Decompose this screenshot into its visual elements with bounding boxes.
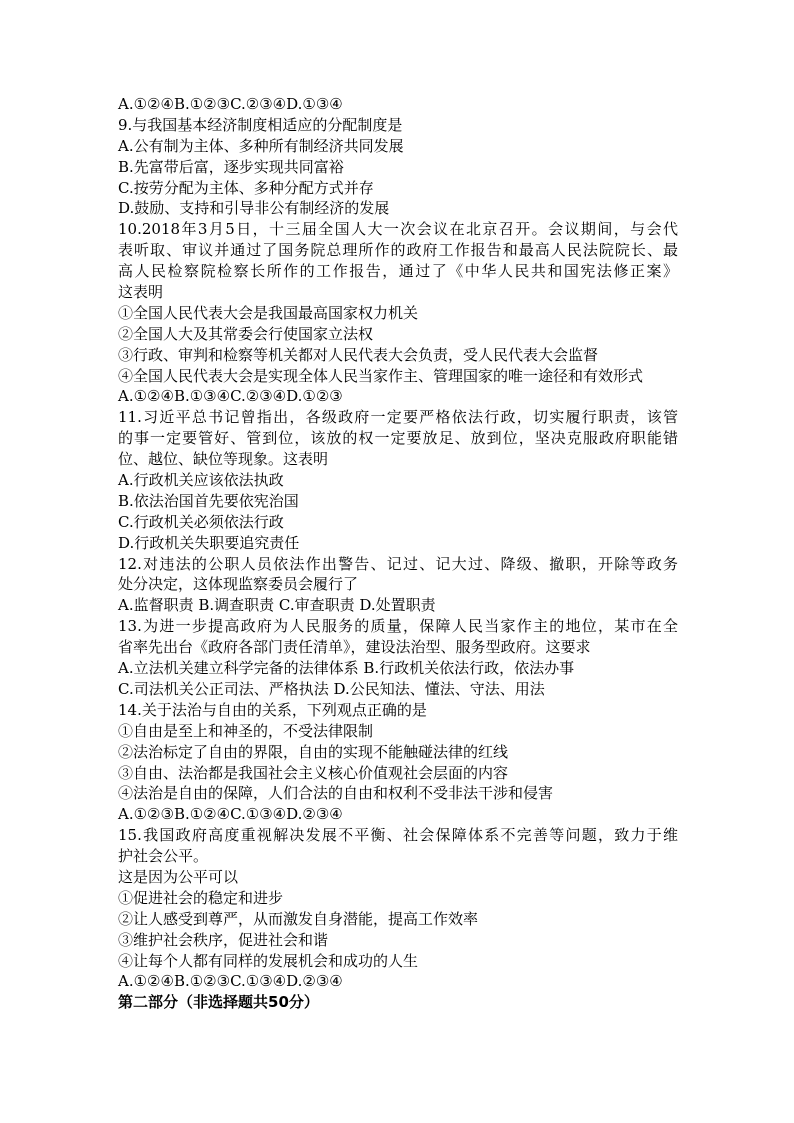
q13-stem-line-1: 13.为进一步提高政府为人民服务的质量，保障人民当家作主的地位，某市在全 <box>118 617 678 636</box>
q13-stem-line-2: 省率先出台《政府各部门责任清单》，建设法治型、服务型政府。这要求 <box>118 638 591 657</box>
q11-stem-line-3: 位、越位、缺位等现象。这表明 <box>118 450 329 469</box>
q13-options-cd: C.司法机关公正司法、严格执法 D.公民知法、懂法、守法、用法 <box>118 679 545 698</box>
q15-statement-4: ④让每个人都有同样的发展机会和成功的人生 <box>118 951 419 970</box>
q13-options-ab: A.立法机关建立科学完备的法律体系 B.行政机关依法行政，依法办事 <box>118 659 575 678</box>
q9-option-c: C.按劳分配为主体、多种分配方式并存 <box>118 178 374 197</box>
q11-stem-line-2: 的事一定要管好、管到位，该放的权一定要放足、放到位，坚决克服政府职能错 <box>118 429 678 448</box>
q9-option-a: A.公有制为主体、多种所有制经济共同发展 <box>118 136 404 155</box>
q10-statement-2: ②全国人大及其常委会行使国家立法权 <box>118 324 374 343</box>
q9-option-d: D.鼓励、支持和引导非公有制经济的发展 <box>118 199 390 218</box>
q9-stem: 9.与我国基本经济制度相适应的分配制度是 <box>118 115 403 134</box>
q14-statement-4: ④法治是自由的保障，人们合法的自由和权利不受非法干涉和侵害 <box>118 784 554 803</box>
q11-option-c: C.行政机关必须依法行政 <box>118 512 284 531</box>
q11-option-d: D.行政机关失职要追究责任 <box>118 533 300 552</box>
q10-stem-line-3: 高人民检察院检察长所作的工作报告，通过了《中华人民共和国宪法修正案》 <box>118 262 678 281</box>
q15-options: A.①②④B.①②③C.①③④D.②③④ <box>118 972 343 991</box>
q9-option-b: B.先富带后富，逐步实现共同富裕 <box>118 157 344 176</box>
q10-statement-3: ③行政、审判和检察等机关都对人民代表大会负责，受人民代表大会监督 <box>118 345 599 364</box>
q11-option-b: B.依法治国首先要依宪治国 <box>118 491 299 510</box>
q10-statement-4: ④全国人民代表大会是实现全体人民当家作主、管理国家的唯一途径和有效形式 <box>118 366 644 385</box>
q12-stem-line-2: 处分决定，这体现监察委员会履行了 <box>118 575 359 594</box>
q15-stem-line-3: 这是因为公平可以 <box>118 867 239 886</box>
q15-stem-line-1: 15.我国政府高度重视解决发展不平衡、社会保障体系不完善等问题，致力于维 <box>118 826 678 845</box>
q11-stem-line-1: 11.习近平总书记曾指出，各级政府一定要严格依法行政，切实履行职责，该管 <box>118 408 678 427</box>
q11-option-a: A.行政机关应该依法执政 <box>118 471 284 490</box>
q14-statement-2: ②法治标定了自由的界限，自由的实现不能触碰法律的红线 <box>118 742 509 761</box>
q14-options: A.①②③B.①②④C.①③④D.②③④ <box>118 805 343 824</box>
q15-statement-3: ③维护社会秩序，促进社会和谐 <box>118 930 329 949</box>
q8-options: A.①②④B.①②③C.②③④D.①③④ <box>118 95 343 113</box>
exam-page <box>118 94 678 1013</box>
q14-statement-3: ③自由、法治都是我国社会主义核心价值观社会层面的内容 <box>118 763 509 782</box>
q15-statement-2: ②让人感受到尊严，从而激发自身潜能，提高工作效率 <box>118 909 479 928</box>
q10-options: A.①②④B.①③④C.②③④D.①②③ <box>118 387 343 406</box>
q12-stem-line-1: 12.对违法的公职人员依法作出警告、记过、记大过、降级、撤职，开除等政务 <box>118 554 678 573</box>
q12-options: A.监督职责 B.调查职责 C.审查职责 D.处置职责 <box>118 596 436 615</box>
q10-stem-line-1: 10.2018年3月5日，十三届全国人大一次会议在北京召开。会议期间，与会代 <box>118 220 678 239</box>
q10-statement-1: ①全国人民代表大会是我国最高国家权力机关 <box>118 303 419 322</box>
q10-stem-line-2: 表听取、审议并通过了国务院总理所作的政府工作报告和最高人民法院院长、最 <box>118 241 678 260</box>
q15-stem-line-2: 护社会公平。 <box>118 847 209 866</box>
q10-stem-line-4: 这表明 <box>118 283 164 302</box>
section-heading: 第二部分（非选择题共50分） <box>118 993 319 1012</box>
q14-statement-1: ①自由是至上和神圣的，不受法律限制 <box>118 721 374 740</box>
q14-stem: 14.关于法治与自由的关系，下列观点正确的是 <box>118 700 427 719</box>
q15-statement-1: ①促进社会的稳定和进步 <box>118 888 284 907</box>
